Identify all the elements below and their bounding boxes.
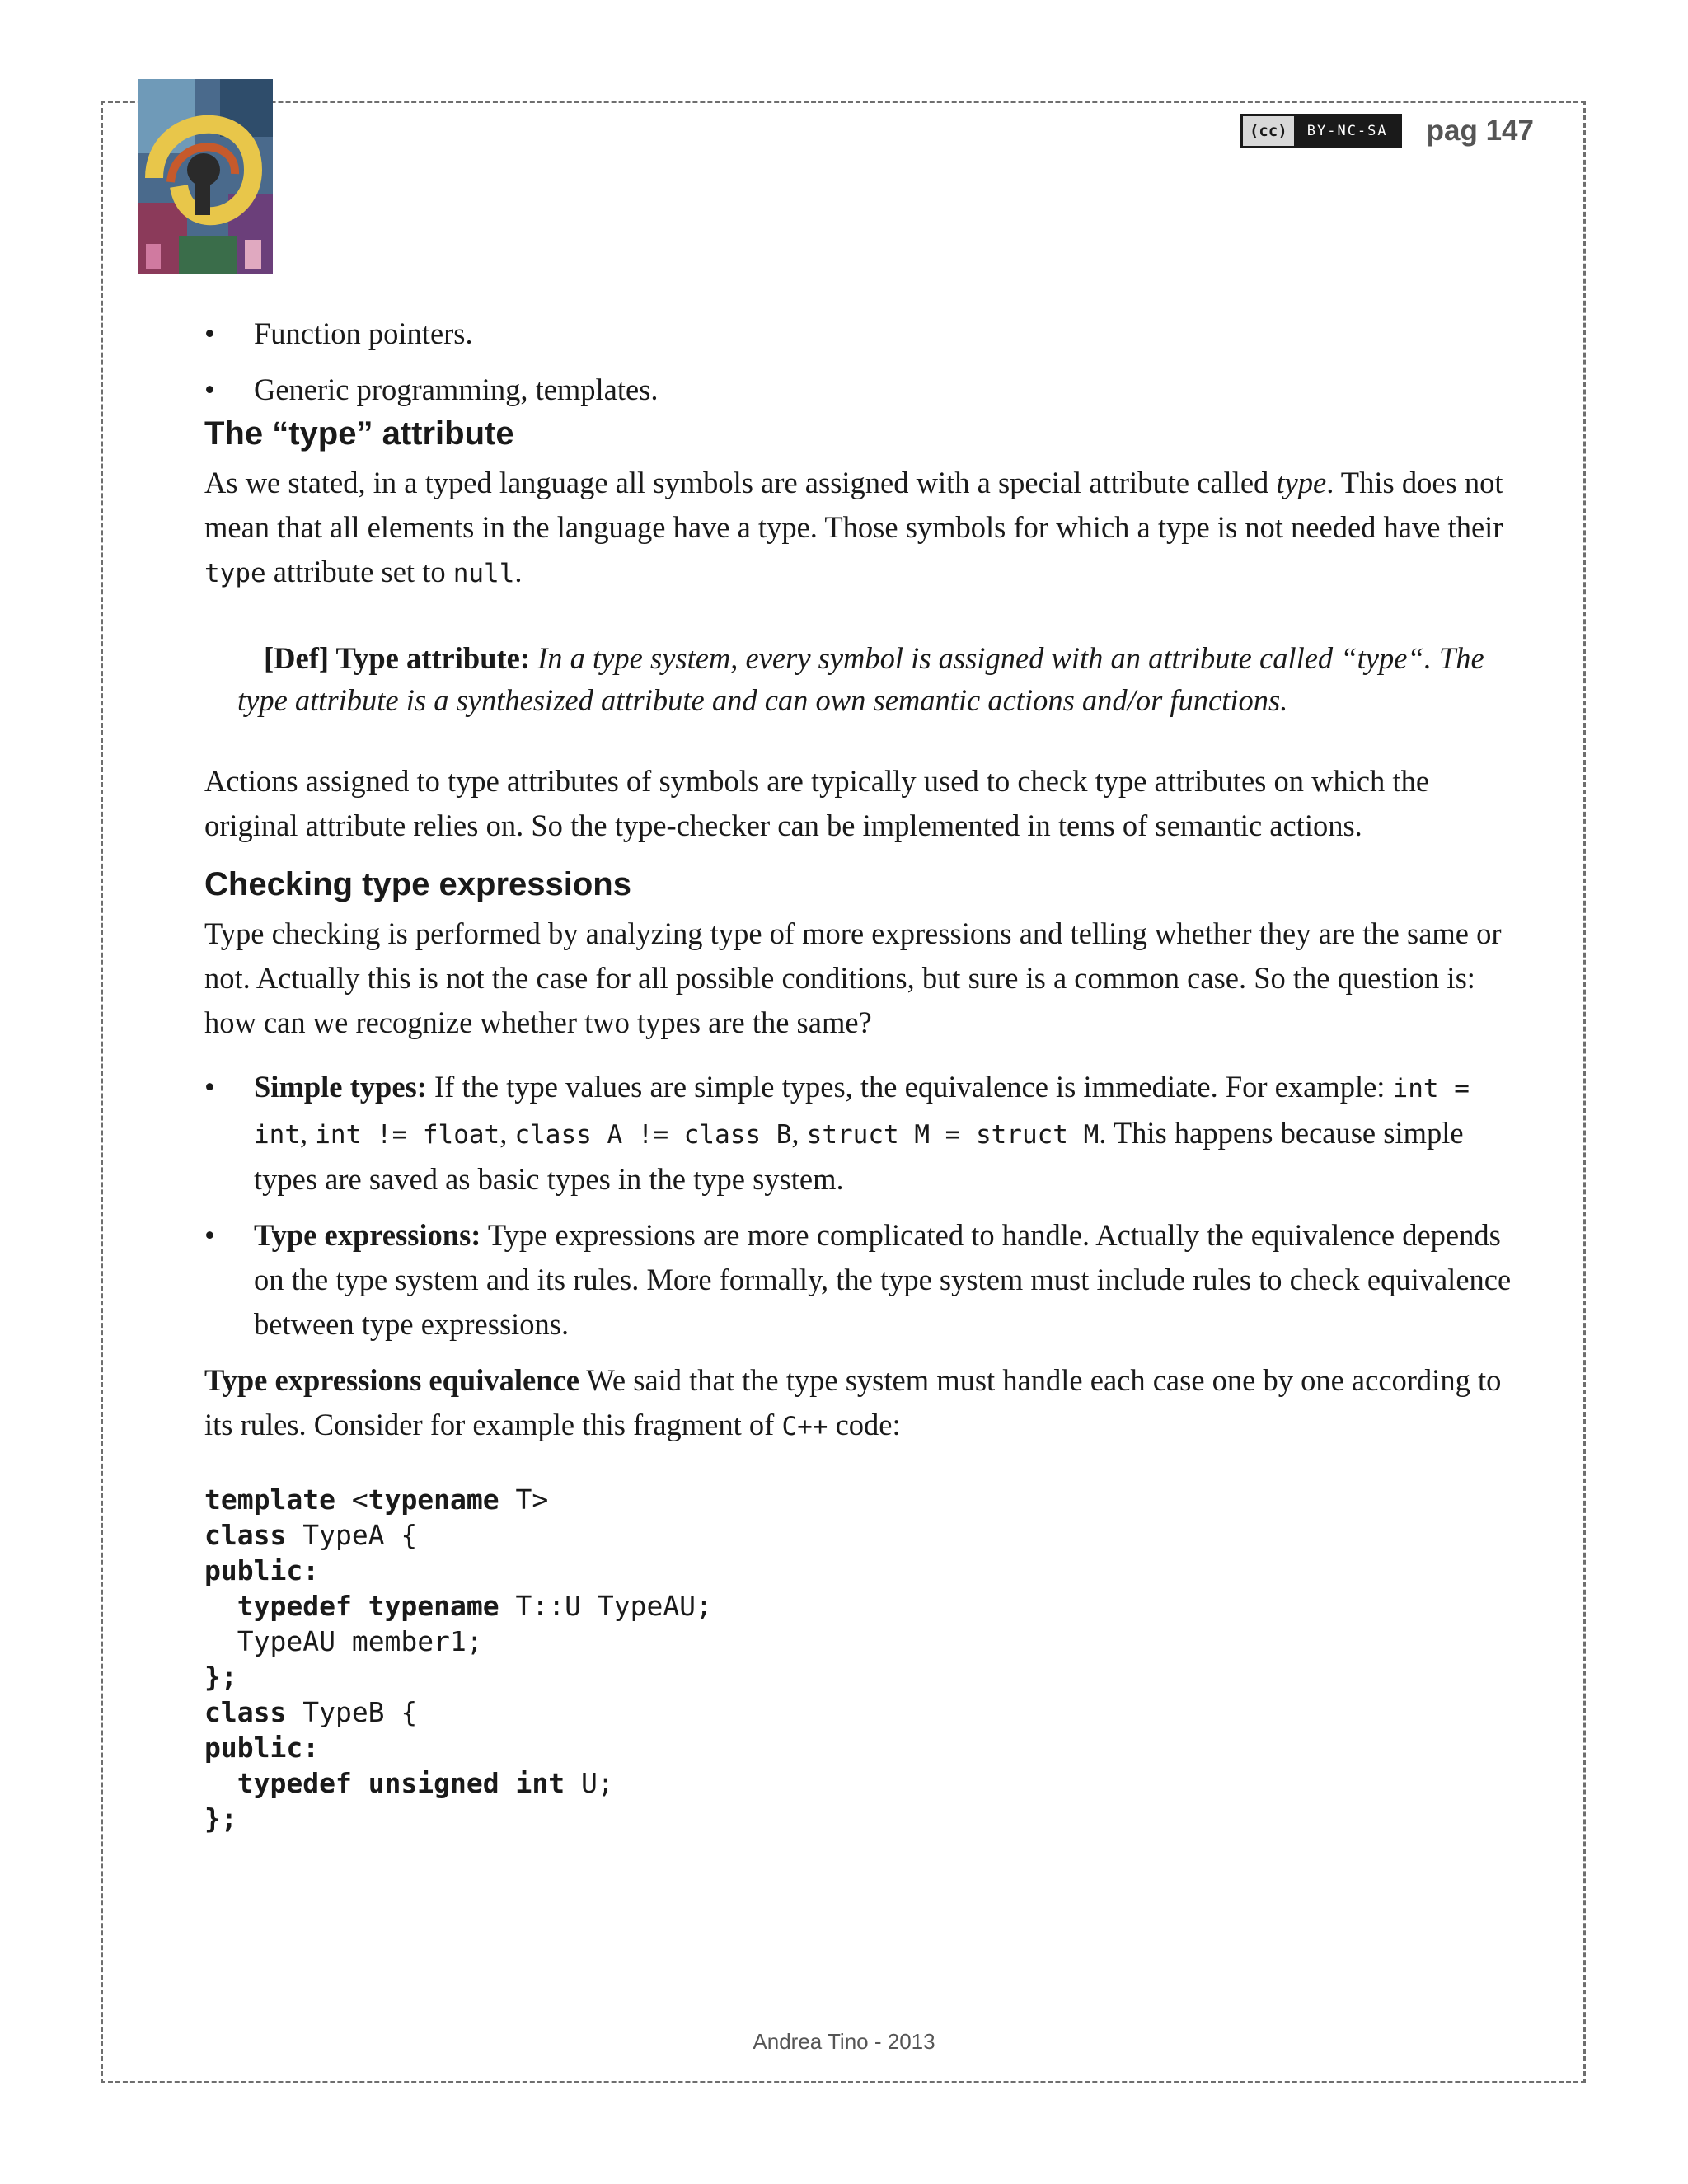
text: Type expressions are more complicated to handle. Actually the equivalence depends on the type system and its rules. More formally, the type system must include rules to check equivalence between type expressions. [254,1218,1512,1341]
code-text: < [335,1483,368,1516]
section-heading-type-attribute: The “type” attribute [204,415,514,452]
code-line [204,1554,319,1586]
code-line [204,1767,614,1799]
definition-block [204,637,1515,721]
bullet-label: Type expressions: [254,1218,481,1252]
code-keyword: template [204,1483,335,1516]
type-cases-list [204,1065,1515,1347]
cc-icon: (cc) [1243,116,1296,146]
type-attribute-paragraph [204,461,1515,596]
page-header [1240,114,1534,148]
inline-code: int = int [254,1074,1470,1150]
text: If the type values are simple types, the equivalence is immediate. For example: [426,1070,1393,1104]
code-line [204,1661,237,1693]
text: . This does not mean that all elements in the language have a type. Those symbols for which a type is not needed have their [204,466,1503,544]
code-line [204,1519,417,1551]
code-line [204,1802,237,1835]
code-keyword: class [204,1519,287,1551]
code-line [204,1732,319,1764]
code-text: TypeB { [286,1696,418,1728]
text: , [300,1116,316,1150]
list-item-type-expressions [204,1213,1515,1347]
inline-code: type [204,559,266,588]
code-keyword: }; [204,1661,237,1693]
text: . This happens because simple types are saved as basic types in the type system. [254,1116,1464,1196]
inline-code: class A != class B [514,1120,792,1150]
list-item: • Function pointers. [204,312,1515,356]
text: attribute set to [265,555,453,588]
cover-art-icon [138,79,273,274]
list-item: • Generic programming, templates. [204,368,1515,412]
license-label: BY-NC-SA [1296,116,1400,146]
text: , [499,1116,515,1150]
code-keyword: typedef typename [237,1590,499,1622]
definition-text: In a type system, every symbol is assigned with an attribute called “type“. The type attribute is a synthesized attribute and can own semantic actions and/or functions. [237,641,1484,717]
text: code: [828,1408,901,1441]
bullet-label: Simple types: [254,1070,427,1104]
type-checking-paragraph: Type checking is performed by analyzing type of more expressions and telling whether they are the same or not. Actually this is not the case for all possible conditions, but sure is a common case. So the question is: how can we recognize whether two types are the same? [204,916,1502,1039]
actions-paragraph: Actions assigned to type attributes of symbols are typically used to check type attributes on which the original attribute relies on. So the type-checker can be implemented in tems of semantic actions. [204,764,1430,842]
code-text: T::U TypeAU; [499,1590,712,1622]
code-line [204,1696,417,1728]
list-item-simple-types [204,1065,1515,1202]
run-in-heading: Type expressions equivalence [204,1363,579,1397]
definition-label: [Def] Type attribute: [264,641,531,675]
text: . [514,555,523,588]
equivalence-paragraph [204,1358,1515,1449]
page-content [204,312,1515,1836]
text-italic: type [1276,466,1327,499]
code-keyword: typename [368,1483,499,1516]
code-text: TypeAU member1; [237,1625,483,1657]
book-cover-image [138,79,273,274]
text: , [791,1116,807,1150]
code-keyword: class [204,1696,287,1728]
code-line [204,1590,712,1622]
license-badge[interactable] [1240,114,1402,148]
text: We said that the type system must handle each case one by one according to its rules. Consider for example this fragment of [204,1363,1502,1441]
inline-code: C++ [781,1412,828,1441]
intro-bullet-list [204,312,1515,412]
page-footer: Andrea Tino - 2013 [753,2029,935,2054]
section-heading-checking-type-expressions: Checking type expressions [204,866,631,902]
inline-code: struct M = struct M [806,1120,1100,1150]
code-keyword: public: [204,1732,320,1764]
page-number: pag 147 [1426,115,1534,147]
inline-code: int != float [315,1120,500,1150]
code-block [204,1482,1515,1836]
code-text: TypeA { [286,1519,418,1551]
code-text: T> [499,1483,549,1516]
code-text: U; [565,1767,614,1799]
code-keyword: public: [204,1554,320,1586]
code-line [204,1625,483,1657]
code-line [204,1483,548,1516]
text: As we stated, in a typed language all symbols are assigned with a special attribute called [204,466,1277,499]
inline-code: null [452,559,515,588]
code-keyword: }; [204,1802,237,1835]
code-keyword: typedef unsigned int [237,1767,565,1799]
